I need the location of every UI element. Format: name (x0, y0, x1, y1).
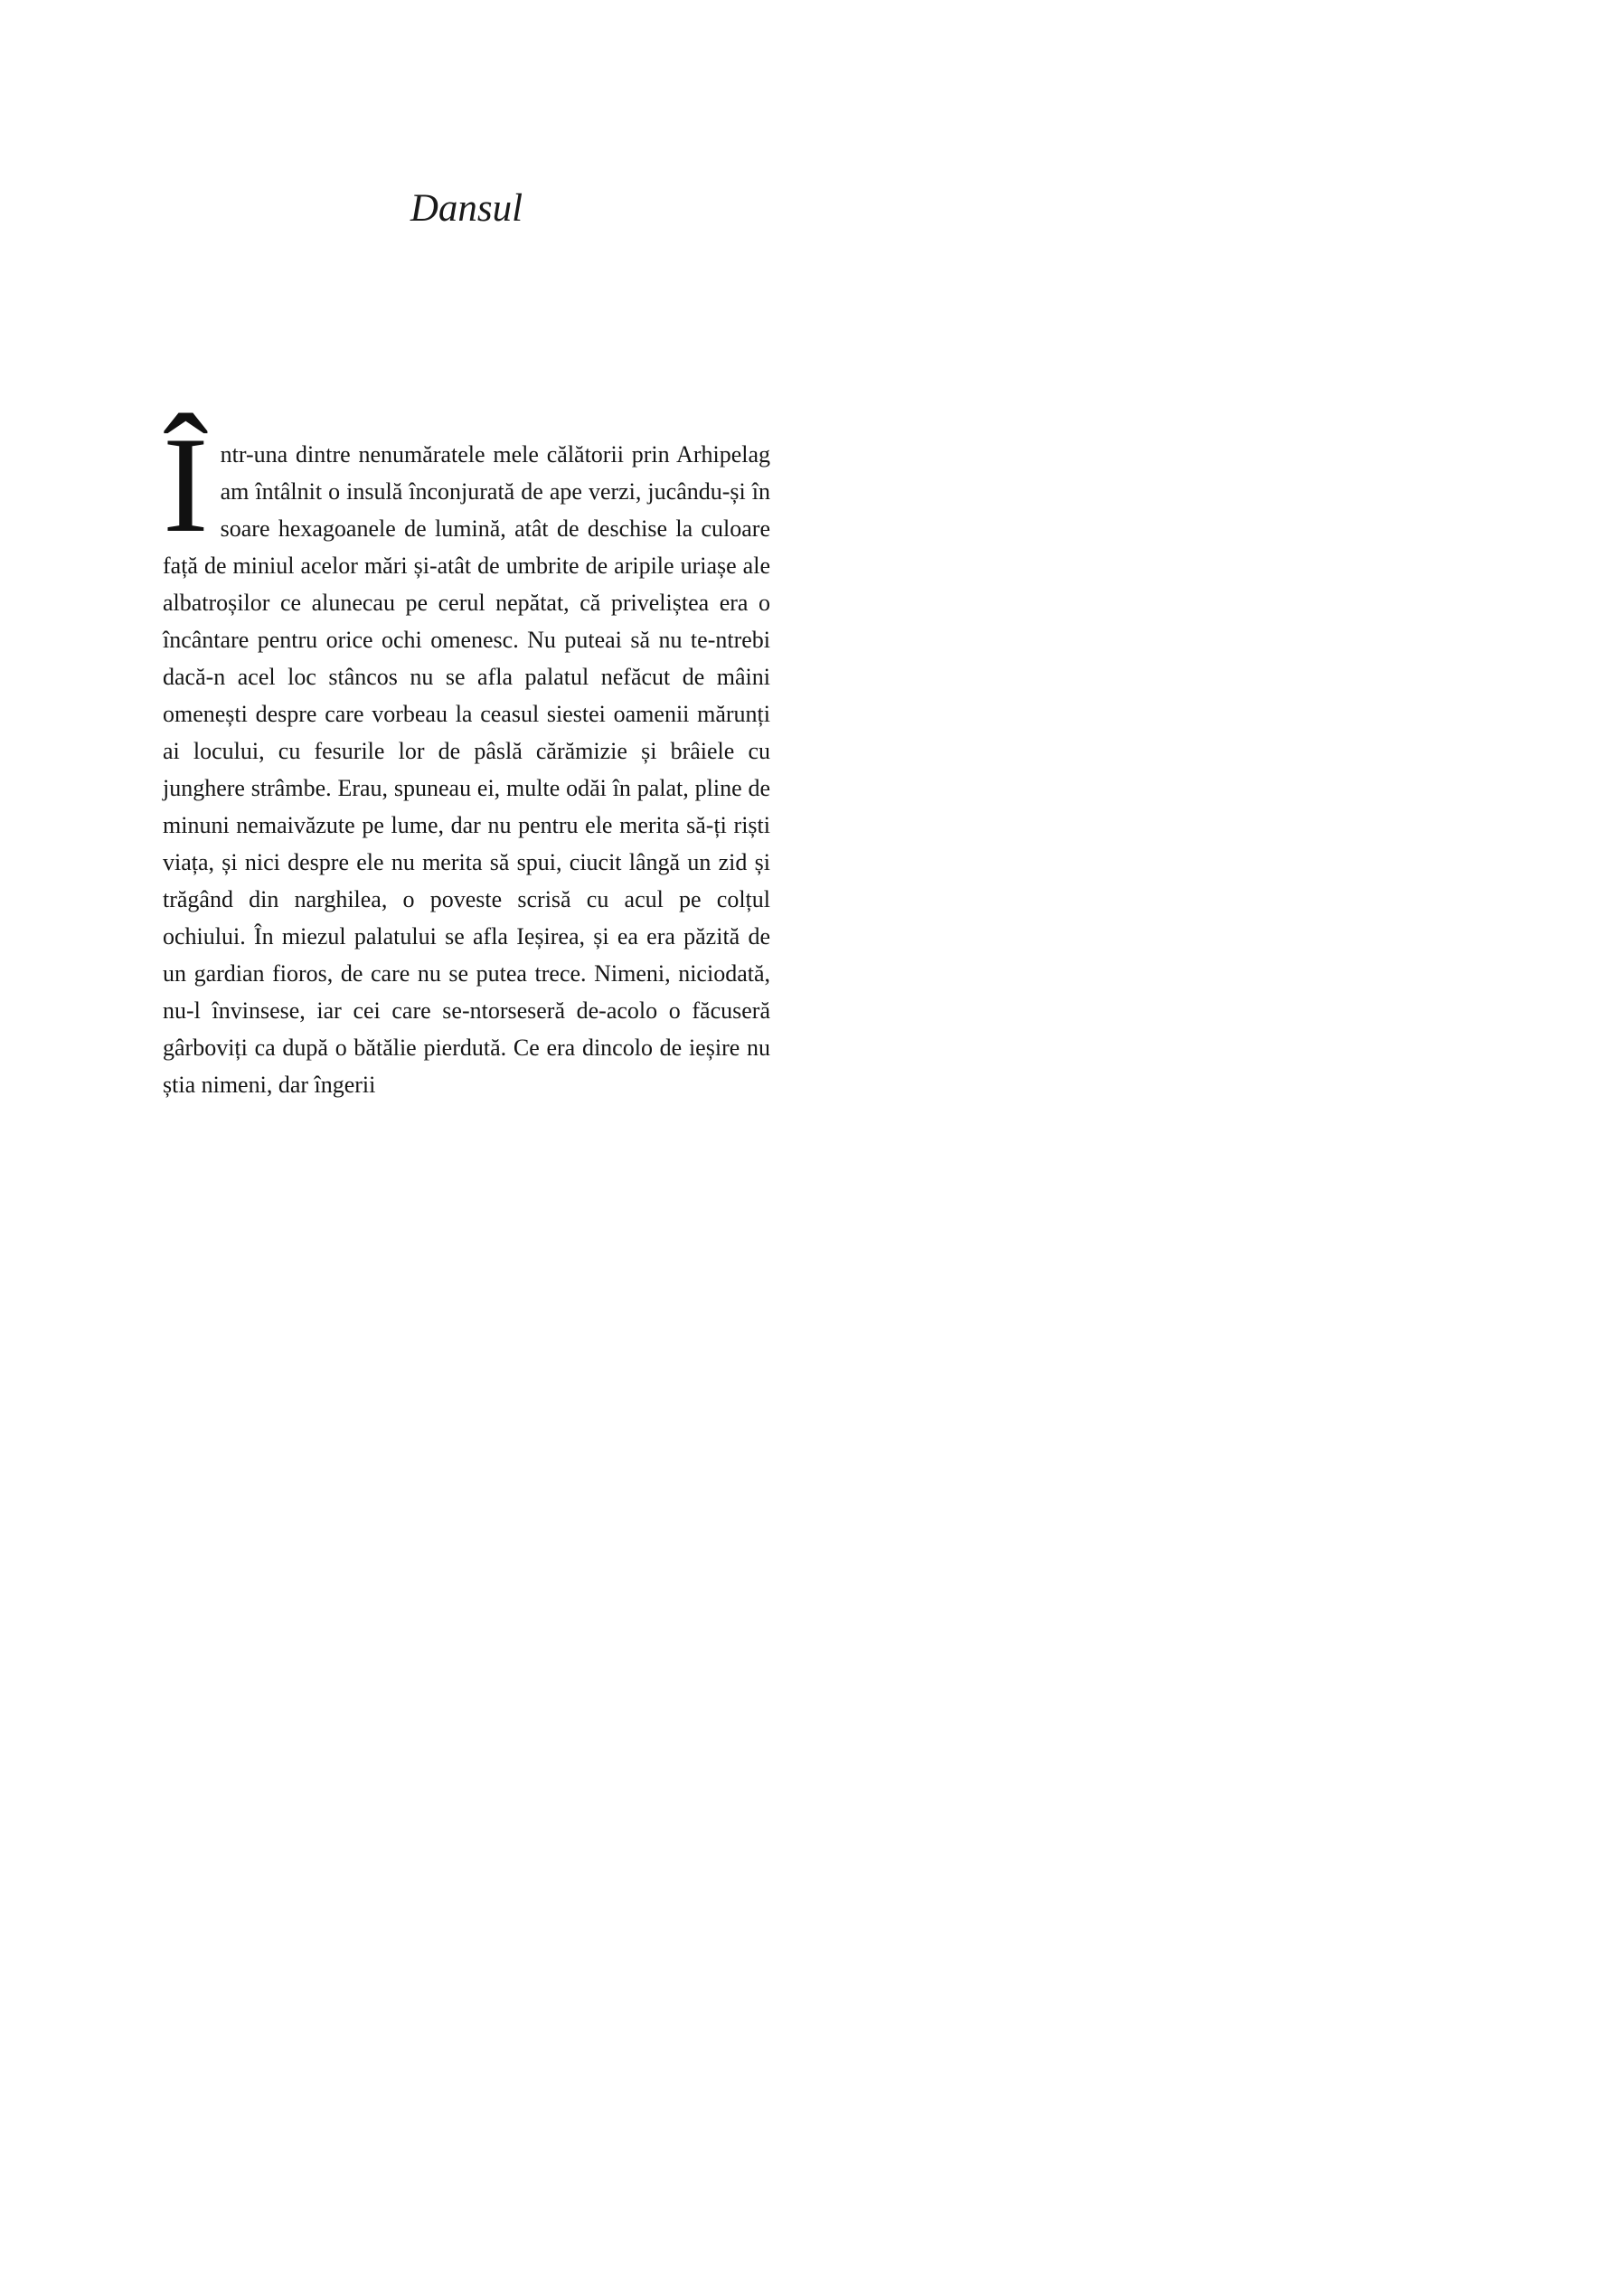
drop-cap: Î (163, 409, 209, 561)
chapter-title: Dansul (410, 187, 523, 230)
paragraph-text: ntr-una dintre nenumăratele mele călătorii prin Arhipelag am întâlnit o insulă înconjurată de ape verzi, jucându-și în soare hexagoanele de lumină, atât de deschise la culoare față de miniul acelor mări și-atât de umbrite de aripile uriașe ale albatroșilor ce alunecau pe cerul nepătat, că priveliștea era o încântare pentru orice ochi omenesc. Nu puteai să nu te-ntrebi dacă-n acel loc stâncos nu se afla palatul nefăcut de mâini omenești despre care vorbeau la ceasul siestei oamenii mărunți ai locului, cu fesurile lor de pâslă cărămizie și brâiele cu junghere strâmbe. Erau, spuneau ei, multe odăi în palat, pline de minuni nemaivăzute pe lume, dar nu pentru ele merita să-ți riști viața, și nici despre ele nu merita să spui, ciucit lângă un zid și trăgând din narghilea, o poveste scrisă cu acul pe colțul ochiului. În miezul palatului se afla Ieșirea, și ea era păzită de un gardian fioros, de care nu se putea trece. Nimeni, niciodată, nu-l învinsese, iar cei care se-ntorseseră de-acolo o făcuseră gârboviți ca după o bătălie pierdută. Ce era dincolo de ieșire nu știa nimeni, dar îngerii (163, 441, 770, 1098)
body-text (163, 409, 770, 1103)
